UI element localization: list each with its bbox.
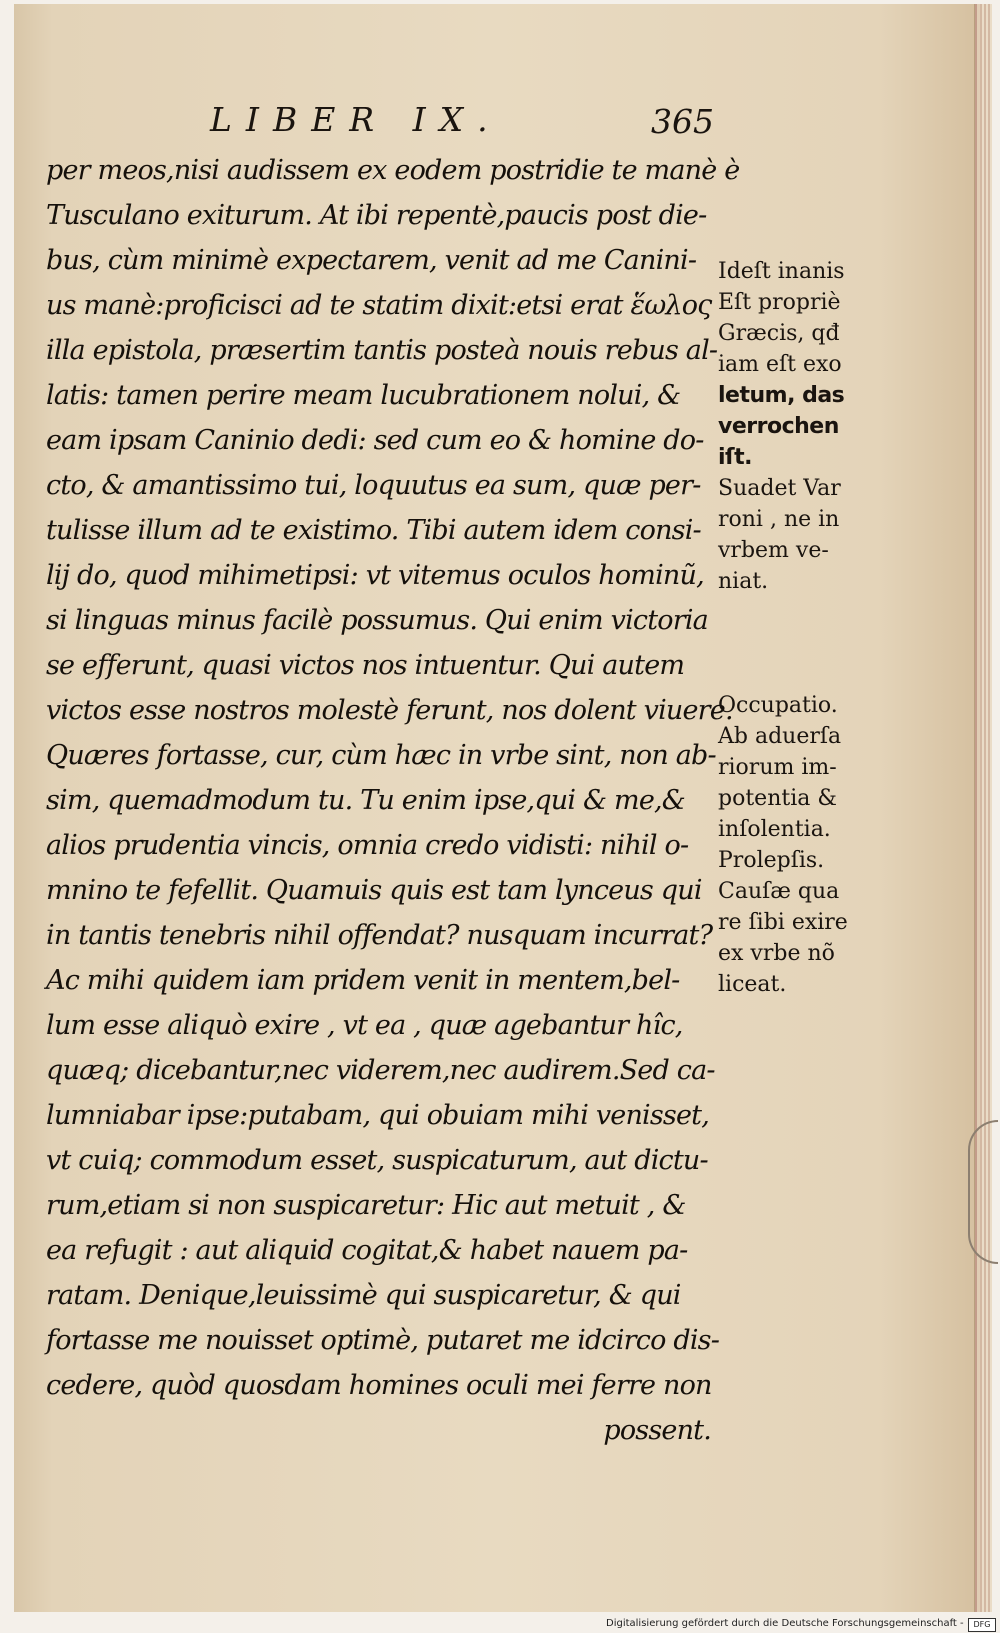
text-line: si linguas minus facilè possumus. Qui enim victoria	[46, 605, 708, 636]
text-line: alios prudentia vincis, omnia credo vidisti: nihil o-	[46, 830, 689, 861]
margin-note-line: iam eſt exo	[718, 352, 842, 377]
margin-note-line: roni , ne in	[718, 507, 840, 532]
margin-note-line: ex vrbe nõ	[718, 941, 835, 966]
page-number: 365	[651, 102, 714, 141]
margin-note-line: Græcis, qđ	[718, 321, 840, 346]
text-line: se efferunt, quasi victos nos intuentur. Qui autem	[46, 650, 685, 681]
text-line: in tantis tenebris nihil offendat? nusquam incurrat?	[46, 920, 713, 951]
main-text-block	[46, 148, 740, 1453]
margin-note-line: Suadet Var	[718, 476, 841, 501]
margin-note-line: Prolepſis.	[718, 848, 825, 873]
text-line: bus, cùm minimè expectarem, venit ad me Canini-	[46, 245, 697, 276]
text-line: Quæres fortasse, cur, cùm hæc in vrbe sint, non ab-	[46, 740, 716, 771]
page-clip-shadow	[968, 1120, 998, 1264]
text-line: mnino te fefellit. Quamuis quis est tam lynceus qui	[46, 875, 702, 906]
text-line: lum esse aliquò exire , vt ea , quæ agebantur hîc,	[46, 1010, 683, 1041]
text-line: ratam. Denique,leuissimè qui suspicaretur, & qui	[46, 1280, 681, 1311]
margin-note	[718, 256, 878, 473]
text-line: tulisse illum ad te existimo. Tibi autem idem consi-	[46, 515, 701, 546]
text-line: per meos,nisi audissem ex eodem postridie te manè è	[46, 155, 740, 186]
margin-note-line: verrochen	[718, 414, 839, 439]
text-line: us manè:proficisci ad te statim dixit:etsi erat ἕωλος	[46, 290, 712, 321]
margin-note-line: iſt.	[718, 445, 752, 470]
running-head: LIBER IX.	[210, 100, 502, 139]
text-line: ea refugit : aut aliquid cogitat,& habet nauem pa-	[46, 1235, 688, 1266]
text-line: cedere, quòd quosdam homines oculi mei ferre non	[46, 1370, 712, 1401]
dfg-logo: DFG	[968, 1618, 996, 1632]
margin-note-line: Cauſæ qua	[718, 879, 840, 904]
text-line: victos esse nostros molestè ferunt, nos dolent viuere.	[46, 695, 733, 726]
funding-footer: Digitalisierung gefördert durch die Deutsche Forschungsgemeinschaft -	[606, 1618, 964, 1629]
margin-note-line: vrbem ve-	[718, 538, 829, 563]
margin-note-line: riorum im-	[718, 755, 837, 780]
text-line: rum,etiam si non suspicaretur: Hic aut metuit , &	[46, 1190, 686, 1221]
text-line: illa epistola, præsertim tantis posteà nouis rebus al-	[46, 335, 718, 366]
text-line: Ac mihi quidem iam pridem venit in mentem,bel-	[46, 965, 680, 996]
text-line: sim, quemadmodum tu. Tu enim ipse,qui & me,&	[46, 785, 686, 816]
margin-note-line: potentia &	[718, 786, 837, 811]
text-line: vt cuiq; commodum esset, suspicaturum, aut dictu-	[46, 1145, 708, 1176]
text-line: eam ipsam Caninio dedi: sed cum eo & homine do-	[46, 425, 704, 456]
margin-note-line: Ideſt inanis	[718, 259, 845, 284]
text-line: lumniabar ipse:putabam, qui obuiam mihi venisset,	[46, 1100, 709, 1131]
margin-note	[718, 473, 878, 597]
margin-note-line: liceat.	[718, 972, 787, 997]
margin-note	[718, 845, 878, 1000]
text-line: possent.	[603, 1415, 711, 1446]
margin-note-line: niat.	[718, 569, 769, 594]
margin-note-line: Occupatio.	[718, 693, 838, 718]
text-line: lij do, quod mihimetipsi: vt vitemus oculos hominũ,	[46, 560, 704, 591]
margin-note-line: Ab aduerſa	[718, 724, 842, 749]
marginal-notes	[718, 256, 878, 1000]
margin-note-line: Eſt propriè	[718, 290, 841, 315]
text-line: latis: tamen perire meam lucubrationem nolui, &	[46, 380, 681, 411]
text-line: cto, & amantissimo tui, loquutus ea sum, quæ per-	[46, 470, 701, 501]
text-line: fortasse me nouisset optimè, putaret me idcirco dis-	[46, 1325, 720, 1356]
margin-note	[718, 690, 878, 845]
margin-note-line: inſolentia.	[718, 817, 831, 842]
margin-note-line: letum, das	[718, 383, 845, 408]
text-line: quæq; dicebantur,nec viderem,nec audirem.Sed ca-	[46, 1055, 715, 1086]
margin-note-line: re ſibi exire	[718, 910, 848, 935]
text-line: Tusculano exiturum. At ibi repentè,paucis post die-	[46, 200, 707, 231]
